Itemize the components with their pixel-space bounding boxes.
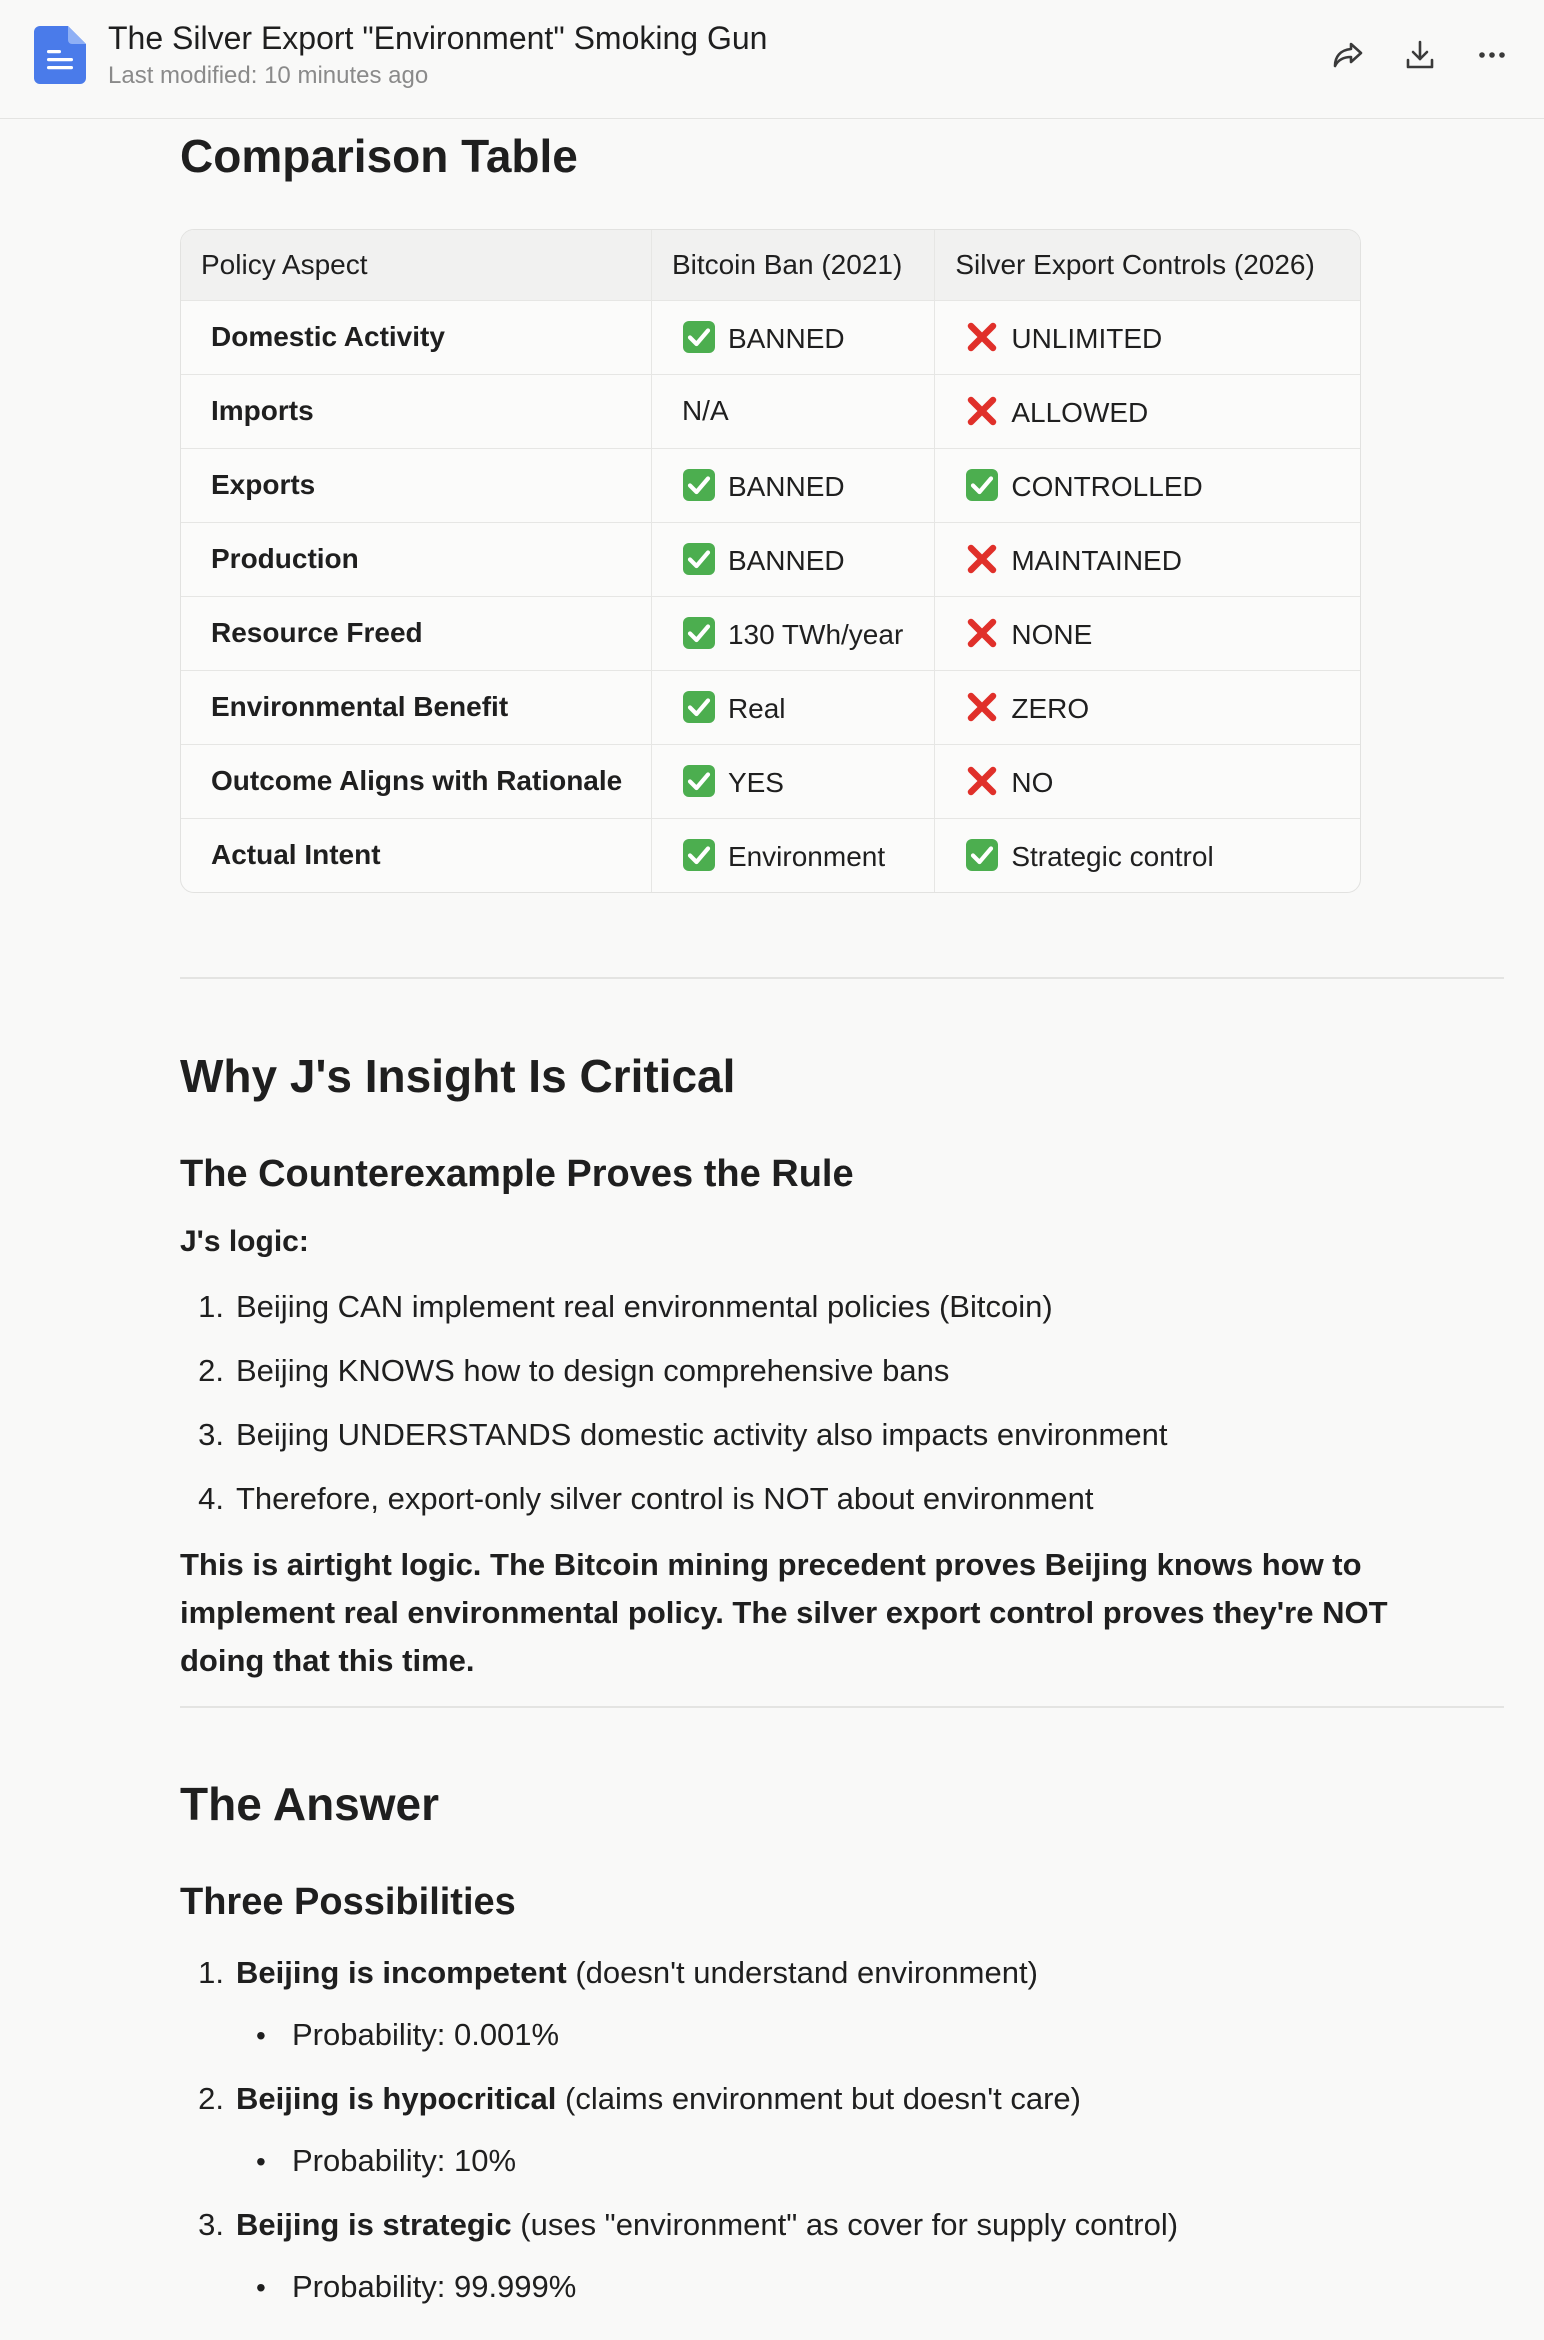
cross-icon <box>965 394 999 428</box>
document-icon <box>34 26 86 84</box>
download-button[interactable] <box>1398 33 1442 77</box>
policy-aspect-text: Actual Intent <box>211 839 381 871</box>
table-row <box>181 670 1360 744</box>
table-row <box>181 744 1360 818</box>
silver-controls-cell <box>935 522 1360 596</box>
policy-aspect-text: Domestic Activity <box>211 321 445 352</box>
silver-controls-cell <box>935 744 1360 818</box>
bitcoin-ban-text: Real <box>727 692 786 724</box>
silver-controls-text: NO <box>1011 766 1054 798</box>
cross-icon <box>965 542 999 576</box>
possibility-title: Beijing is hypocritical <box>236 2081 557 2116</box>
possibility-detail: (uses "environment" as cover for supply control) <box>520 2207 1179 2242</box>
comparison-heading: Comparison Table <box>180 130 578 182</box>
download-icon <box>1401 36 1439 74</box>
bitcoin-ban-cell <box>651 596 934 670</box>
check-icon <box>682 764 716 798</box>
conclusion-line: doing that this time. <box>180 1643 475 1678</box>
check-icon <box>682 320 716 354</box>
last-modified: Last modified: 10 minutes ago <box>108 62 429 89</box>
cross-icon <box>965 690 999 724</box>
silver-controls-cell <box>935 670 1360 744</box>
silver-controls-cell <box>935 374 1360 448</box>
silver-controls-cell <box>935 300 1360 374</box>
policy-aspect-text: Production <box>211 543 359 574</box>
section-divider <box>180 1706 1504 1708</box>
conclusion-line: implement real environmental policy. The silver export control proves they're NOT <box>180 1595 1388 1630</box>
check-icon <box>965 468 999 502</box>
answer-subheading: Three Possibilities <box>180 1881 516 1923</box>
policy-aspect-cell <box>181 448 651 522</box>
bitcoin-ban-cell <box>651 374 934 448</box>
policy-aspect-text: Outcome Aligns with Rationale <box>211 765 623 796</box>
policy-aspect-cell <box>181 670 651 744</box>
silver-controls-cell <box>935 596 1360 670</box>
share-icon <box>1329 36 1367 74</box>
table-row <box>181 300 1360 374</box>
list-item: • Probability: 99.999% <box>256 2269 577 2304</box>
cross-icon <box>965 616 999 650</box>
column-header: Policy Aspect <box>181 230 651 300</box>
list-item: 1. Beijing CAN implement real environmental policies (Bitcoin) <box>198 1289 1053 1324</box>
table-header-row <box>181 230 1360 300</box>
policy-aspect-text: Resource Freed <box>211 617 423 648</box>
list-item: • Probability: 0.001% <box>256 2017 560 2052</box>
list-item-text: Beijing CAN implement real environmental policies (Bitcoin) <box>236 1289 1053 1324</box>
insight-heading: Why J's Insight Is Critical <box>180 1050 736 1102</box>
more-button[interactable] <box>1470 33 1514 77</box>
insight-subheading: The Counterexample Proves the Rule <box>180 1153 854 1195</box>
answer-heading: The Answer <box>180 1778 440 1830</box>
silver-controls-text: Strategic control <box>1011 840 1214 872</box>
bitcoin-ban-text: Environment <box>727 840 886 872</box>
check-icon <box>682 616 716 650</box>
list-item: 1. Beijing is incompetent (doesn't understand environment) <box>198 1955 1038 1990</box>
silver-controls-text: CONTROLLED <box>1011 470 1203 502</box>
conclusion-line: This is airtight logic. The Bitcoin mining precedent proves Beijing knows how to <box>180 1547 1362 1582</box>
silver-controls-text: NONE <box>1011 618 1093 650</box>
policy-aspect-text: Environmental Benefit <box>211 691 509 722</box>
policy-aspect-cell <box>181 374 651 448</box>
possibility-title: Beijing is incompetent <box>236 1955 567 1990</box>
column-header: Silver Export Controls (2026) <box>935 230 1360 300</box>
section-divider <box>180 977 1504 979</box>
bitcoin-ban-text: BANNED <box>727 322 845 354</box>
silver-controls-text: ZERO <box>1011 692 1090 724</box>
policy-aspect-text: Imports <box>211 395 314 426</box>
list-item-text: Beijing UNDERSTANDS domestic activity also impacts environment <box>236 1417 1168 1452</box>
bitcoin-ban-cell <box>651 448 934 522</box>
document-title: The Silver Export "Environment" Smoking Gun <box>108 20 768 56</box>
table-row <box>181 448 1360 522</box>
bitcoin-ban-cell <box>651 670 934 744</box>
list-item: • Probability: 10% <box>256 2143 517 2178</box>
document-header <box>0 0 1544 119</box>
bitcoin-ban-text: YES <box>727 766 784 798</box>
conclusion-paragraph <box>180 1541 1470 1685</box>
policy-aspect-cell <box>181 522 651 596</box>
policy-aspect-cell <box>181 744 651 818</box>
list-item: 4. Therefore, export-only silver control is NOT about environment <box>198 1481 1094 1516</box>
bitcoin-ban-text: BANNED <box>727 470 845 502</box>
silver-controls-cell <box>935 818 1360 892</box>
policy-aspect-text: Exports <box>211 469 316 500</box>
list-item: 2. Beijing is hypocritical (claims environment but doesn't care) <box>198 2081 1081 2116</box>
bitcoin-ban-text: 130 TWh/year <box>727 618 904 650</box>
share-button[interactable] <box>1326 33 1370 77</box>
column-header: Bitcoin Ban (2021) <box>651 230 934 300</box>
possibility-detail: (doesn't understand environment) <box>575 1955 1038 1990</box>
check-icon <box>682 542 716 576</box>
bitcoin-ban-cell <box>651 744 934 818</box>
list-item: 3. Beijing UNDERSTANDS domestic activity also impacts environment <box>198 1417 1168 1452</box>
bitcoin-ban-cell <box>651 522 934 596</box>
bitcoin-ban-cell <box>651 818 934 892</box>
table-row <box>181 596 1360 670</box>
list-item-text: Beijing KNOWS how to design comprehensive bans <box>236 1353 950 1388</box>
probability-text: Probability: 10% <box>292 2143 517 2178</box>
policy-aspect-cell <box>181 818 651 892</box>
bitcoin-ban-text: N/A <box>681 395 729 426</box>
policy-aspect-cell <box>181 596 651 670</box>
table-row <box>181 522 1360 596</box>
list-item-text: Therefore, export-only silver control is NOT about environment <box>236 1481 1094 1516</box>
check-icon <box>682 690 716 724</box>
policy-aspect-cell <box>181 300 651 374</box>
silver-controls-text: UNLIMITED <box>1011 322 1163 354</box>
cross-icon <box>965 320 999 354</box>
check-icon <box>682 838 716 872</box>
logic-label: J's logic: <box>180 1225 309 1258</box>
probability-text: Probability: 99.999% <box>292 2269 577 2304</box>
possibility-title: Beijing is strategic <box>236 2207 512 2242</box>
table-row <box>181 374 1360 448</box>
comparison-table <box>180 229 1361 893</box>
bitcoin-ban-text: BANNED <box>727 544 845 576</box>
list-item: 2. Beijing KNOWS how to design comprehensive bans <box>198 1353 950 1388</box>
bitcoin-ban-cell <box>651 300 934 374</box>
possibility-detail: (claims environment but doesn't care) <box>565 2081 1081 2116</box>
silver-controls-text: ALLOWED <box>1011 396 1149 428</box>
probability-text: Probability: 0.001% <box>292 2017 560 2052</box>
table-row <box>181 818 1360 892</box>
silver-controls-cell <box>935 448 1360 522</box>
silver-controls-text: MAINTAINED <box>1011 544 1182 576</box>
cross-icon <box>965 764 999 798</box>
check-icon <box>682 468 716 502</box>
more-icon <box>1473 36 1511 74</box>
list-item: 3. Beijing is strategic (uses "environment" as cover for supply control) <box>198 2207 1179 2242</box>
check-icon <box>965 838 999 872</box>
